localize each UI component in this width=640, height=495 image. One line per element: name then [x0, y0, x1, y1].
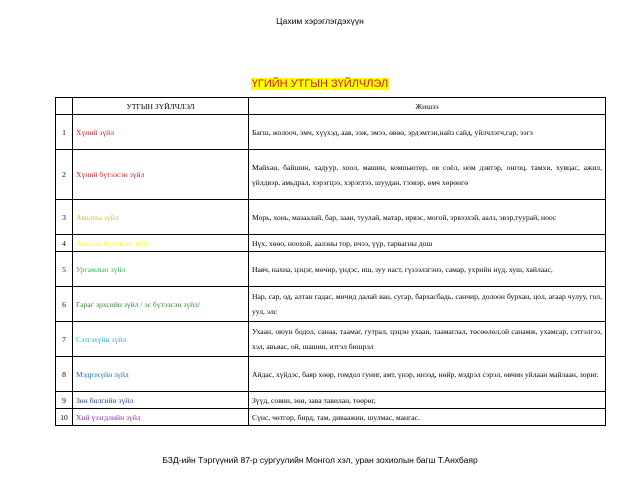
category-name: Ургамлын зүйл: [73, 252, 249, 287]
row-number: 3: [56, 200, 73, 235]
category-name: Мэдрэхүйн зүйл: [73, 357, 249, 392]
document-title: [0, 78, 640, 90]
row-number: 1: [56, 115, 73, 150]
table-row: [56, 200, 606, 235]
col-header-number: [56, 98, 73, 115]
table-row: [56, 252, 606, 287]
row-number: 8: [56, 357, 73, 392]
table-row: [56, 150, 606, 200]
examples-cell: Айдас, хүйдэс, баяр хөөр, гомдол гуниг, амт, үнэр, инээд, нөйр, мэдрэл сэрэл, өвчин уйлаан майлаан, зориг.: [249, 357, 606, 392]
examples-cell: Зүүд, совин, зөн, зава тавилан, төөрөг,: [249, 392, 606, 409]
category-name: Хүний бүтээсэн зүйл: [73, 150, 249, 200]
row-number: 2: [56, 150, 73, 200]
col-header-examples: Жишээ: [249, 98, 606, 115]
row-number: 5: [56, 252, 73, 287]
category-name: Гараг эрхсийн зүйл / эс бүтээсэн зүйл/: [73, 287, 249, 322]
row-number: 10: [56, 409, 73, 426]
table-row: [56, 392, 606, 409]
category-name: Амьтны зүйл: [73, 200, 249, 235]
table-row: [56, 115, 606, 150]
examples-cell: Сүнс, чөтгөр, бирд, там, диваажин, шулмас, мангас.: [249, 409, 606, 426]
examples-cell: Навч, нахиа, цэцэг, мөчир, үндэс, иш, зуу наст, гүзээлзгэнэ, самар, ухрийн нүд, хуш, хайлаас,: [249, 252, 606, 287]
classification-table: [55, 97, 606, 426]
category-name: Зөн билгийн зүйл: [73, 392, 249, 409]
row-number: 4: [56, 235, 73, 252]
examples-cell: Майхан, байшин, хадуур, хоол, машин, компьютер, ов соёл, ном дэвтэр, онгоц, тамхи, хувцас, ажил, үйлдвэр, амьдрал, хэрэгцээ, хэрэглээ, шуудан, тээвэр, өмч хөрөнгө: [249, 150, 606, 200]
examples-cell: Нүх, хөөо, ноохой, аалзны тор, ичээ, үүр, тарвагны дош: [249, 235, 606, 252]
category-name: Хүний зүйл: [73, 115, 249, 150]
examples-cell: Ухаан, оюун бодол, санаа, таамаг, гутрал, цэцэн ухаан, таамаглал, төсөөлөл,ой санамж, ухамсар, сэтгэлгээ, хэл, авьяас, ой, шашин, итгэл бишрэл: [249, 322, 606, 357]
document-header: Цахим хэрэглэгдэхүүн: [276, 16, 364, 26]
table-row: [56, 409, 606, 426]
examples-cell: Багш, жолооч, эмч, хүүхэд, аав, ээж, эмээ, өвөө, эрдэмтэн,найз сайд, уйлчлэгч,гар, ээгэ: [249, 115, 606, 150]
row-number: 7: [56, 322, 73, 357]
category-name: Амьтны бүтээсэн зүйл: [73, 235, 249, 252]
row-number: 6: [56, 287, 73, 322]
examples-cell: Морь, хонь, мазаалай, бар, заан, туулай, матар, ирвэс, могой, эрвээхэй, аалз, эвэр,туурай, ноос: [249, 200, 606, 235]
document-footer: БЗД-ийн Тэргүүний 87-р сургуулийн Монгол хэл, уран зохиолын багш Т.Анхбаяр: [162, 455, 478, 465]
table-row: [56, 357, 606, 392]
category-name: Хий үзэгдлийн зүйл: [73, 409, 249, 426]
col-header-category: УТГЫН ЗҮЙЛЧЛЭЛ: [73, 98, 249, 115]
table-row: [56, 235, 606, 252]
document-title-text: ҮГИЙН УТГЫН ЗҮЙЛЧЛЭЛ: [251, 78, 389, 90]
category-name: Сэтгэхүйн зүйл: [73, 322, 249, 357]
table-header-row: [56, 98, 606, 115]
table-row: [56, 287, 606, 322]
table-row: [56, 322, 606, 357]
examples-cell: Нар, сар, од, алтан гадас, мичид далай ван, сугар, бархасбадь, санчир, долоон бурхан, цол, агаар чулуу, гол, уул, элс: [249, 287, 606, 322]
row-number: 9: [56, 392, 73, 409]
